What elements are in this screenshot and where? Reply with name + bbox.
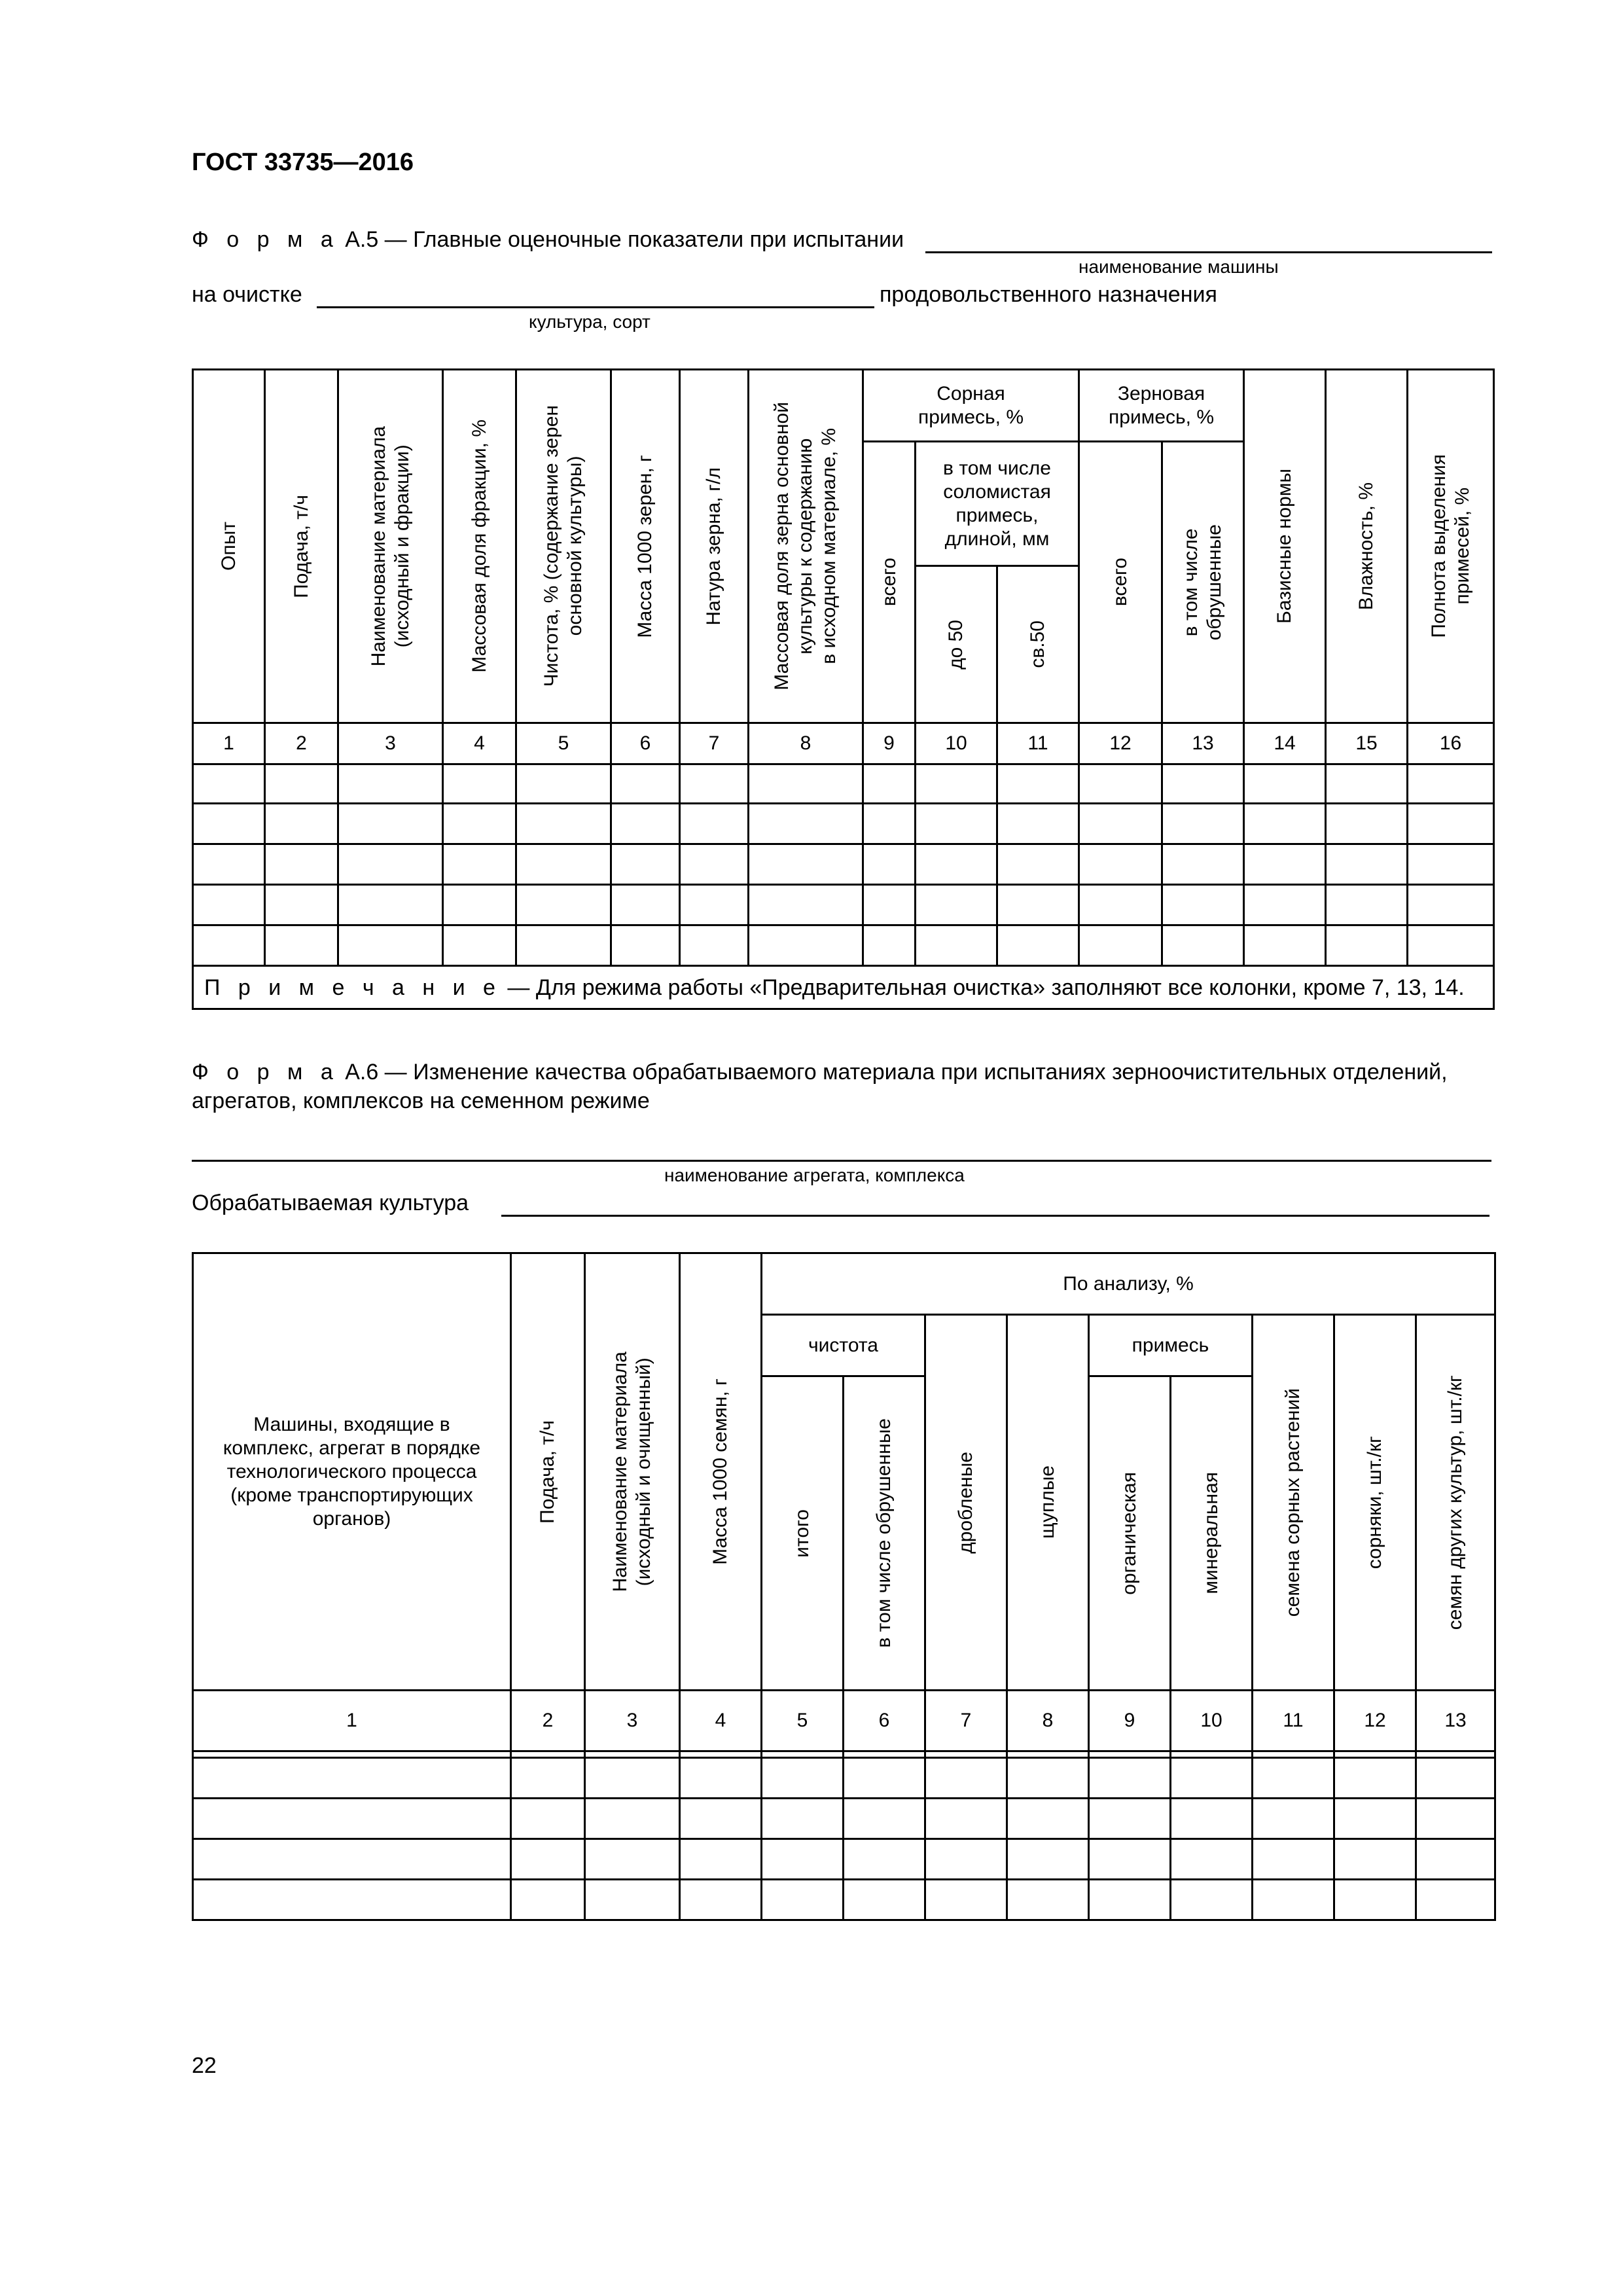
document-header: ГОСТ 33735—2016	[192, 149, 414, 176]
form5-title	[192, 226, 904, 253]
form6-label: Ф о р м а	[192, 1060, 339, 1085]
col-over-50: св.50	[997, 566, 1079, 723]
col-material-name: Наименование материала (исходный и очищенный)	[585, 1253, 680, 1691]
table-row	[193, 1758, 1495, 1799]
col-other-seeds: семян других культур, шт./кг	[1416, 1315, 1495, 1691]
col-crushed: дробленые	[925, 1315, 1007, 1691]
col-organic: органическая	[1089, 1376, 1171, 1691]
col-machines: Машины, входящие в комплекс, агрегат в порядке технологического процесса (кроме транспортирующих органов)	[193, 1253, 511, 1691]
table-row	[193, 844, 1494, 885]
col-material-name: Наименование материала (исходный и фракции)	[338, 370, 443, 723]
col-purity: Чистота, % (содержание зерен основной культуры)	[516, 370, 611, 723]
form6-title-text: А.6 — Изменение качества обрабатываемого материала при испытаниях зерноочистительных отделений,	[345, 1060, 1448, 1085]
col-mass-1000: Масса 1000 зерен, г	[611, 370, 680, 723]
aggregate-caption: наименование агрегата, комплекса	[664, 1165, 965, 1185]
page-number: 22	[192, 2053, 217, 2078]
group-purity: чистота	[762, 1315, 925, 1376]
table-row	[193, 1839, 1495, 1880]
table-row	[193, 885, 1494, 925]
col-fraction-share: Массовая доля фракции, %	[443, 370, 516, 723]
machine-caption: наименование машины	[1079, 257, 1279, 277]
col-weeds-per-kg: сорняки, шт./кг	[1334, 1315, 1416, 1691]
col-mass-1000-seeds: Масса 1000 семян, г	[680, 1253, 762, 1691]
form5-line2-end: продовольственного назначения	[880, 282, 1217, 307]
col-experiment: Опыт	[193, 370, 265, 723]
form5-note: П р и м е ч а н и е — Для режима работы «Предварительная очистка» заполняют все колонки, кроме 7, 13, 14.	[193, 966, 1494, 1009]
form6-table	[192, 1252, 1496, 1921]
form6-number-row: 1 2 3 4 5 6 7 8 9 10 11 12 13	[193, 1691, 1495, 1751]
col-puny: щуплые	[1007, 1315, 1089, 1691]
culture-label: Обрабатываемая культура	[192, 1191, 469, 1215]
form6-title	[192, 1059, 1448, 1085]
table-row	[193, 764, 1494, 804]
col-feed: Подача, т/ч	[265, 370, 338, 723]
form5-number-row: 1 2 3 4 5 6 7 8 9 10 11 12 13 14 15 16	[193, 723, 1494, 764]
col-base-norms: Базисные нормы	[1244, 370, 1326, 723]
aggregate-name-line	[192, 1160, 1491, 1162]
col-separation-completeness: Полнота выделения примесей, %	[1408, 370, 1494, 723]
col-feed: Подача, т/ч	[511, 1253, 585, 1691]
table-row	[193, 1751, 1495, 1758]
form5-title-text: А.5 — Главные оценочные показатели при испытании	[345, 227, 904, 252]
col-grain-hulled: в том числе обрушенные	[1162, 442, 1244, 723]
form5-line2-start: на очистке	[192, 282, 302, 307]
group-admixture: примесь	[1089, 1315, 1253, 1376]
col-hulled: в том числе обрушенные	[844, 1376, 925, 1691]
table-row	[193, 925, 1494, 966]
table-row	[193, 1799, 1495, 1839]
col-grain-total: всего	[1079, 442, 1162, 723]
processed-culture-line	[501, 1215, 1489, 1217]
table-row	[193, 1880, 1495, 1920]
col-mineral: минеральная	[1171, 1376, 1253, 1691]
col-weed-total: всего	[863, 442, 916, 723]
culture-line	[317, 306, 874, 308]
col-humidity: Влажность, %	[1326, 370, 1408, 723]
group-analysis: По анализу, %	[762, 1253, 1495, 1315]
col-up-to-50: до 50	[916, 566, 997, 723]
table-row	[193, 804, 1494, 844]
form5-table	[192, 368, 1495, 1010]
col-grain-share: Массовая доля зерна основной культуры к содержанию в исходном материале, %	[749, 370, 863, 723]
group-weed-admixture: Сорная примесь, %	[863, 370, 1079, 442]
form5-label: Ф о р м а	[192, 227, 339, 252]
col-total: итого	[762, 1376, 844, 1691]
col-grain-nature: Натура зерна, г/л	[680, 370, 749, 723]
culture-caption: культура, сорт	[529, 312, 651, 332]
group-grain-admixture: Зерновая примесь, %	[1079, 370, 1244, 442]
machine-name-line	[925, 251, 1492, 253]
group-straw-admixture: в том числе соломистая примесь, длиной, мм	[916, 442, 1079, 566]
col-weed-seeds: семена сорных растений	[1253, 1315, 1334, 1691]
form6-title-line2: агрегатов, комплексов на семенном режиме	[192, 1088, 650, 1113]
